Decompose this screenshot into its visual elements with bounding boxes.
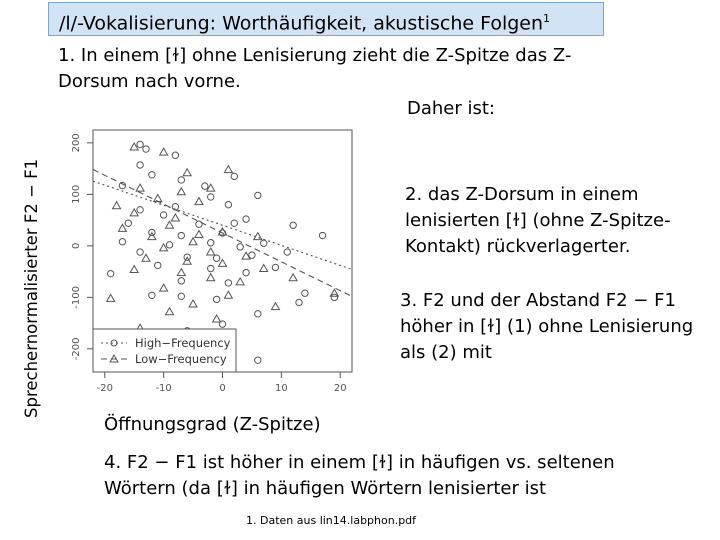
low-frequency-point	[177, 188, 185, 195]
high-frequency-point	[255, 311, 261, 317]
low-frequency-point	[219, 259, 227, 266]
high-frequency-point	[178, 232, 184, 238]
title-footnote-marker: 1	[543, 12, 551, 25]
low-frequency-point	[289, 274, 297, 281]
high-frequency-point	[290, 222, 296, 228]
high-frequency-point	[143, 146, 149, 152]
high-frequency-point	[149, 292, 155, 298]
high-frequency-point	[137, 141, 143, 147]
high-frequency-point	[319, 232, 325, 238]
high-frequency-point	[149, 172, 155, 178]
low-frequency-point	[107, 294, 115, 301]
low-frequency-point	[213, 315, 221, 322]
high-frequency-point	[213, 296, 219, 302]
high-frequency-point	[231, 220, 237, 226]
high-frequency-point	[231, 173, 237, 179]
high-frequency-point	[331, 294, 337, 300]
high-frequency-point	[178, 293, 184, 299]
low-frequency-point	[207, 274, 215, 281]
high-frequency-point	[166, 242, 172, 248]
high-frequency-point	[107, 270, 113, 276]
high-frequency-point	[237, 244, 243, 250]
footnote: 1. Daten aus lin14.labphon.pdf	[246, 514, 417, 527]
x-tick-label: 20	[333, 383, 347, 394]
y-tick-label: -200	[71, 337, 82, 361]
high-frequency-point	[249, 252, 255, 258]
high-frequency-point	[243, 216, 249, 222]
high-frequency-point	[243, 269, 249, 275]
high-frequency-point	[213, 255, 219, 261]
high-frequency-point	[137, 162, 143, 168]
high-frequency-point	[178, 177, 184, 183]
high-frequency-point	[178, 278, 184, 284]
point-1-text: 1. In einem [ɫ] ohne Lenisierung zieht die Z-Spitze das Z-Dorsum nach vorne.	[58, 45, 572, 92]
high-frequency-regression-line	[93, 181, 352, 269]
low-frequency-point	[166, 221, 174, 228]
high-frequency-point	[225, 201, 231, 207]
daher-text: Daher ist:	[407, 98, 495, 119]
x-tick-label: -20	[96, 383, 113, 394]
low-frequency-point	[189, 238, 197, 245]
high-frequency-point	[172, 152, 178, 158]
low-frequency-point	[113, 202, 121, 209]
high-frequency-point	[255, 192, 261, 198]
high-frequency-point	[225, 280, 231, 286]
y-tick-label: 0	[71, 242, 82, 250]
high-frequency-point	[208, 265, 214, 271]
low-frequency-point	[171, 214, 179, 221]
point-2-text: 2. das Z-Dorsum in einem lenisierten [ɫ] (ohne Z-Spitze-Kontakt) rückverlagerter.	[405, 184, 671, 257]
high-frequency-point	[296, 299, 302, 305]
high-frequency-point	[255, 357, 261, 363]
low-frequency-point	[160, 148, 168, 155]
low-frequency-point	[130, 266, 138, 273]
x-tick-label: 0	[219, 383, 226, 394]
point-4-text: 4. F2 − F1 ist höher in einem [ɫ] in häufigen vs. seltenen Wörtern (da [ɫ] in häufigen Wörtern lenisierter ist	[104, 452, 615, 499]
low-frequency-point	[166, 308, 174, 315]
x-tick-label: 10	[274, 383, 288, 394]
high-frequency-point	[160, 212, 166, 218]
x-tick-label: -10	[155, 383, 172, 394]
low-frequency-point	[207, 248, 215, 255]
low-frequency-point	[236, 278, 244, 285]
y-tick-label: 200	[71, 133, 82, 153]
low-frequency-point	[224, 291, 232, 298]
high-frequency-point	[119, 239, 125, 245]
low-frequency-point	[177, 269, 185, 276]
low-frequency-point	[154, 194, 162, 201]
low-frequency-point	[142, 254, 150, 261]
y-tick-label: -100	[71, 285, 82, 309]
low-frequency-regression-line	[93, 170, 352, 297]
high-frequency-point	[272, 264, 278, 270]
high-frequency-point	[155, 262, 161, 268]
high-frequency-legend-label: High−Frequency	[135, 336, 231, 350]
low-frequency-point	[118, 224, 126, 231]
low-frequency-legend-label: Low−Frequency	[135, 352, 227, 366]
high-frequency-point	[202, 183, 208, 189]
y-tick-label: 100	[71, 184, 82, 204]
high-frequency-point	[208, 194, 214, 200]
high-frequency-point	[137, 207, 143, 213]
high-frequency-point	[284, 249, 290, 255]
low-frequency-point	[195, 198, 203, 205]
point-3-text: 3. F2 und der Abstand F2 − F1 höher in [ɫ] (1) ohne Lenisierung als (2) mit	[400, 290, 694, 363]
y-axis-label: Sprechernormalisierter F2 − F1	[22, 158, 41, 418]
low-frequency-point	[136, 184, 144, 191]
low-frequency-point	[271, 303, 279, 310]
low-frequency-point	[160, 284, 168, 291]
low-frequency-point	[189, 300, 197, 307]
low-frequency-point	[224, 166, 232, 173]
high-frequency-point	[302, 290, 308, 296]
low-frequency-point	[195, 231, 203, 238]
low-frequency-point	[260, 265, 268, 272]
high-frequency-point	[208, 240, 214, 246]
title-text: /l/-Vokalisierung: Worthäufigkeit, akustische Folgen	[59, 12, 544, 35]
low-frequency-point	[183, 169, 191, 176]
high-frequency-point	[261, 240, 267, 246]
high-frequency-point	[125, 220, 131, 226]
x-axis-label: Öffnungsgrad (Z-Spitze)	[104, 414, 321, 435]
high-frequency-point	[137, 249, 143, 255]
